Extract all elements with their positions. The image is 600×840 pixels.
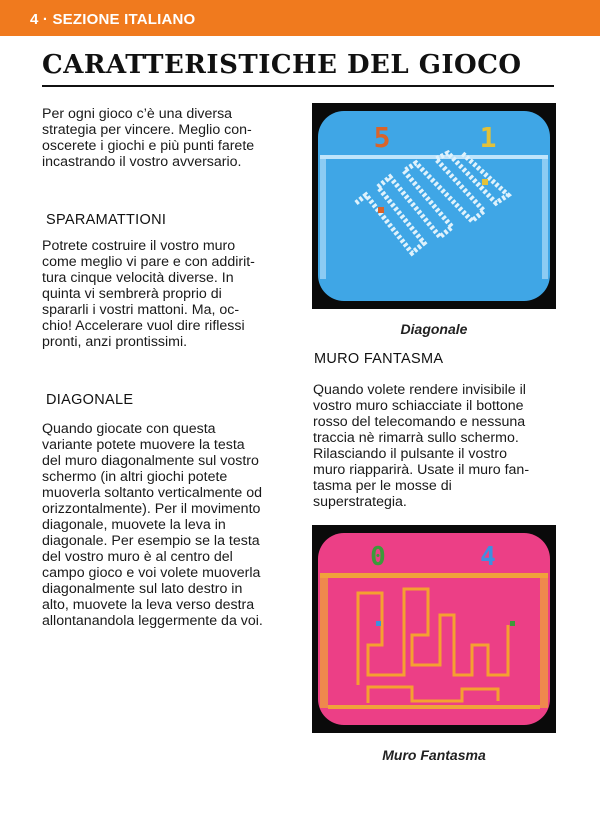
player-head-left	[378, 207, 384, 213]
field-bottom-border-fantasma	[328, 705, 540, 709]
heading-muro-fantasma: MURO FANTASMA	[314, 351, 444, 367]
page-title: CARATTERISTICHE DEL GIOCO	[42, 50, 522, 80]
score-left-muro-fantasma: 0	[370, 542, 386, 572]
muro-fantasma-paragraph: Quando volete rendere invisibile il vostro muro schiacciate il bottone rosso del telecomando e nessuna traccia nè rimarrà sullo schermo. Rilasciando il pulsante il vostro muro riapparirà. Usate il muro fan- tasma per le mosse di superstrategia.	[313, 382, 530, 510]
intro-paragraph: Per ogni gioco c’è una diversa strategia per vincere. Meglio con- oscerete i giochi e più punti farete incastrando il vostro avversario.	[42, 106, 255, 170]
muro-fantasma-screen	[312, 525, 556, 733]
score-right-muro-fantasma: 4	[480, 542, 496, 572]
caption-muro-fantasma: Muro Fantasma	[382, 747, 486, 763]
field-right-border-fantasma	[540, 578, 548, 708]
diagonale-screen	[312, 103, 556, 309]
player-head-left-fantasma	[376, 621, 381, 626]
heading-diagonale: DIAGONALE	[46, 392, 134, 408]
caption-diagonale: Diagonale	[400, 321, 468, 337]
player-head-right-fantasma	[510, 621, 515, 626]
screenshot-diagonale	[312, 103, 556, 309]
field-top-border	[320, 155, 548, 159]
field-right-border	[542, 159, 548, 279]
player-head-right	[482, 179, 488, 185]
field-left-border-fantasma	[320, 578, 328, 708]
score-right-diagonale: 1	[479, 121, 497, 154]
heading-sparamattioni: SPARAMATTIONI	[46, 212, 167, 228]
field-top-border-fantasma	[320, 573, 548, 578]
crt-screen-muro-fantasma	[318, 533, 550, 725]
section-header-bar	[0, 0, 600, 36]
section-label: 4 · SEZIONE ITALIANO	[30, 11, 196, 28]
diagonale-paragraph: Quando giocate con questa variante potete muovere la testa del muro diagonalmente sul vostro schermo (in altri giochi potete muoverla soltanto verticalmente od orizzontalmente). Per il movimento diagonale, muovete la leva in diagonale. Per esempio se la testa del vostro muro è al centro del campo gioco e voi volete muoverla diagonalmente sul lato destro in alto, muovete la leva verso destra allontanandola leggermente da voi.	[42, 421, 263, 629]
field-left-border	[320, 159, 326, 279]
sparamattioni-paragraph: Potrete costruire il vostro muro come meglio vi pare e con addirit- tura cinque velocità diverse. In quinta vi sembrerà proprio di spararli i vostri mattoni. Ma, oc- chio! Accelerare vuol dire riflessi pronti, anzi prontissimi.	[42, 238, 255, 350]
title-rule	[42, 85, 554, 87]
screenshot-muro-fantasma	[312, 525, 556, 733]
score-left-diagonale: 5	[373, 121, 391, 154]
